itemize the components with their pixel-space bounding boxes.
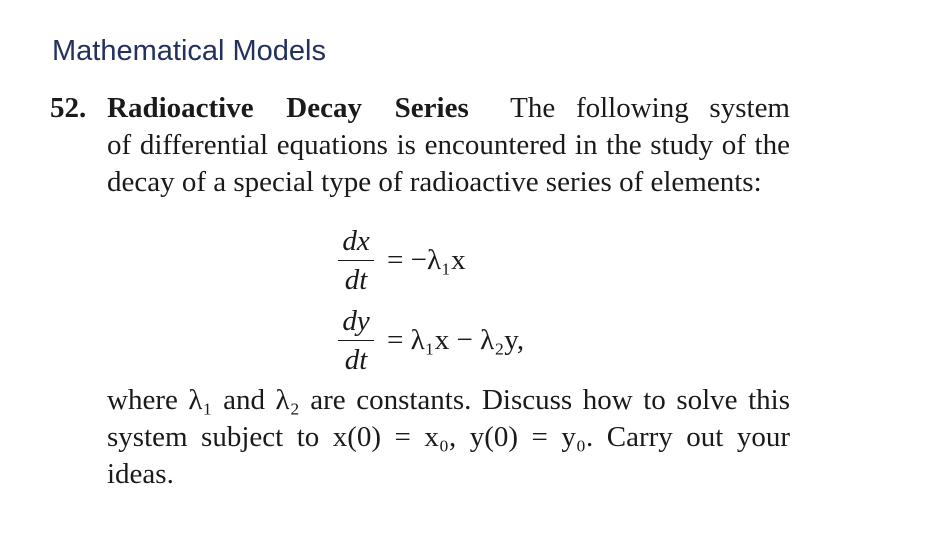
equation-1 xyxy=(337,220,524,300)
section-heading: Mathematical Models xyxy=(52,35,326,67)
intro-text-1: The following system xyxy=(510,92,790,124)
fraction-numerator: dx xyxy=(342,224,370,257)
conclusion-line-3: ideas. xyxy=(107,458,174,490)
problem-intro xyxy=(107,90,790,201)
conclusion-line-2: system subject to x(0) = x₀, y(0) = y₀. Carry out your xyxy=(107,421,790,453)
fraction-bar xyxy=(338,260,374,261)
problem-conclusion xyxy=(107,382,790,493)
equation-rhs: = λ₁x − λ₂y, xyxy=(387,323,525,356)
equation-rhs: = −λ₁x xyxy=(387,243,466,276)
problem-number: 52. xyxy=(50,92,87,124)
fraction-bar xyxy=(338,340,374,341)
equation-system xyxy=(337,220,524,380)
equation-2 xyxy=(337,300,524,380)
derivative-dx-dt xyxy=(337,224,375,297)
derivative-dy-dt xyxy=(337,304,375,377)
problem-52 xyxy=(50,90,790,201)
fraction-denominator: dt xyxy=(344,343,368,376)
intro-line-3: decay of a special type of radioactive series of elements: xyxy=(107,166,762,198)
problem-title: Radioactive Decay Series xyxy=(107,92,469,124)
fraction-numerator: dy xyxy=(342,304,370,337)
intro-line-1 xyxy=(107,90,790,127)
fraction-denominator: dt xyxy=(344,263,368,296)
intro-line-2: of differential equations is encountered in the study of the xyxy=(107,129,790,161)
conclusion-line-1: where λ₁ and λ₂ are constants. Discuss how to solve this xyxy=(107,384,790,416)
